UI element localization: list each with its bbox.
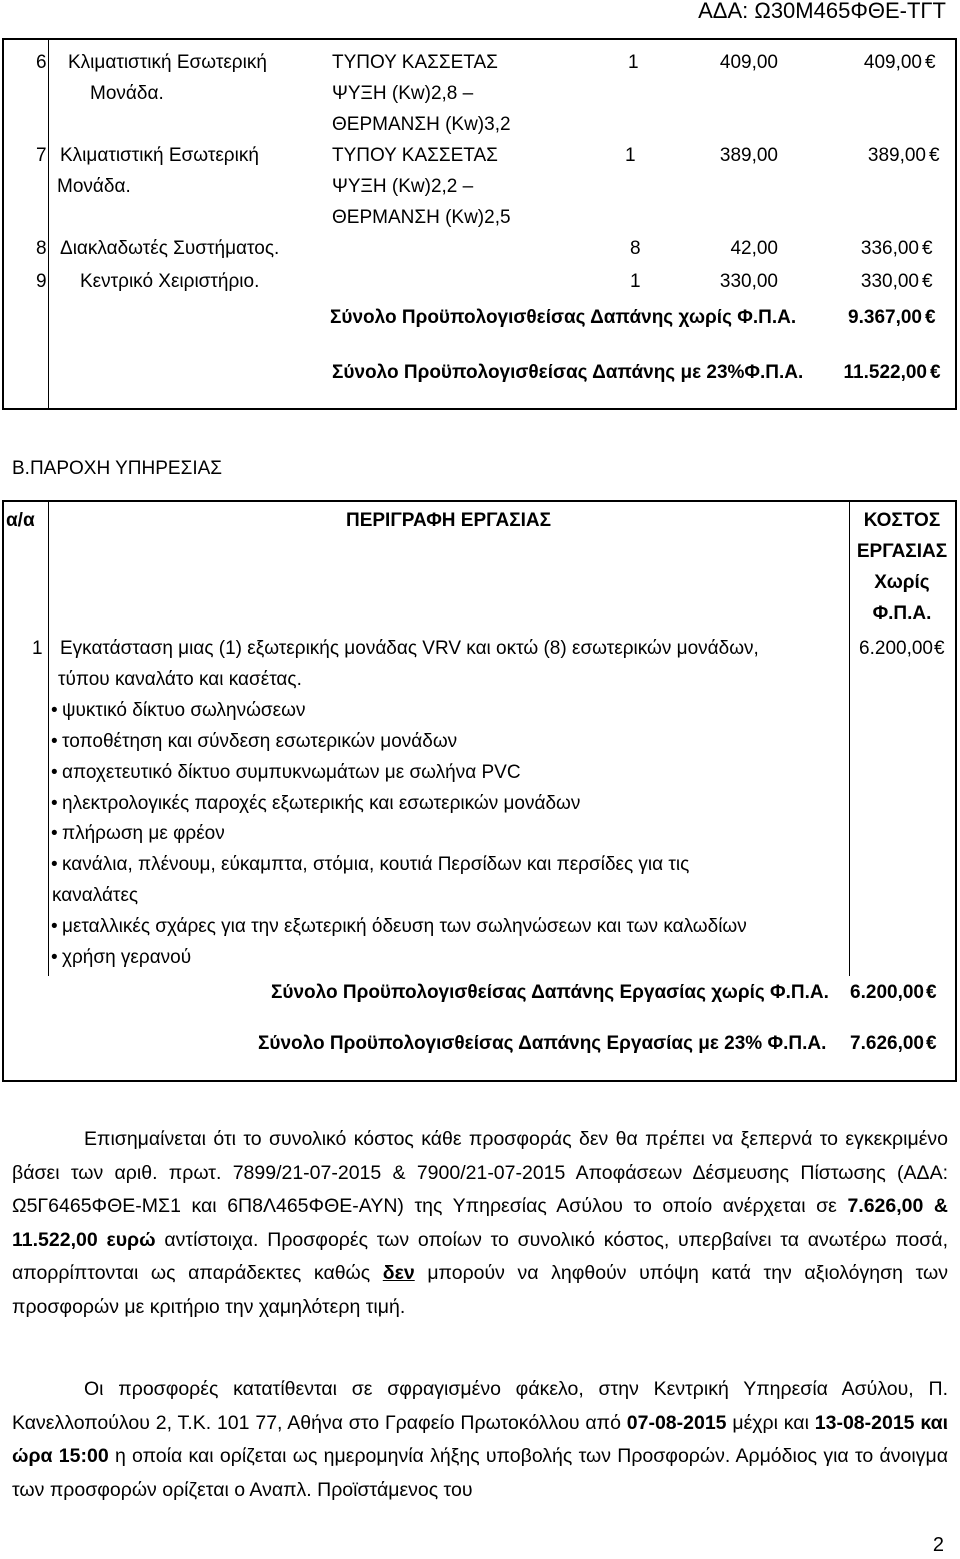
item-name: Μονάδα. <box>90 83 164 104</box>
paragraph-text: Οι προσφορές κατατίθενται σε σφραγισμένο φάκελο, στην Κεντρική Υπηρεσία Ασύλου, Π. Κανελλοπούλου 2, Τ.Κ. 101 77, Αθήνα στο Γραφείο Πρωτοκόλλου από <box>12 1378 948 1434</box>
item-spec: ΘΕΡΜΑΝΣΗ (Kw)2,5 <box>332 207 511 228</box>
paragraph-text: αντίστοιχα. Προσφορές των οποίων το συνολικό κόστος, υπερβαίνει τα ανωτέρω ποσά, απορρίπτονται ως απαράδεκτες καθώς <box>12 1228 948 1284</box>
service-total-label: Σύνολο Προϋπολογισθείσας Δαπάνης Εργασίας με 23% Φ.Π.Α. <box>258 1033 827 1054</box>
list-item: • κανάλια, πλένουμ, εύκαμπτα, στόμια, κουτιά Περσίδων και περσίδες για τις <box>62 849 689 880</box>
service-subtotal-label: Σύνολο Προϋπολογισθείσας Δαπάνης Εργασίας χωρίς Φ.Π.Α. <box>271 982 829 1003</box>
service-description: τύπου καναλάτο και κασέτας. <box>58 669 302 690</box>
row-number: 7 <box>36 145 47 166</box>
col-header-cost: ΚΟΣΤΟΣ <box>863 510 941 531</box>
ada-header: ΑΔΑ: Ω30Μ465ΦΘΕ-ΤΓΤ <box>698 0 946 23</box>
table-col-divider <box>48 38 49 410</box>
equipment-total-label: Σύνολο Προϋπολογισθείσας Δαπάνης με 23%Φ.Π.Α. <box>332 362 804 383</box>
cost-limit-paragraph <box>12 1123 948 1324</box>
table-col-divider <box>48 500 49 976</box>
list-item: • χρήση γερανού <box>62 942 191 973</box>
euro-sign: € <box>922 238 933 259</box>
item-qty: 8 <box>630 238 641 259</box>
item-unit-price: 409,00 <box>719 52 778 73</box>
row-number: 9 <box>36 271 47 292</box>
euro-sign: € <box>926 1033 937 1054</box>
service-total-value: 7.626,00 <box>850 1033 924 1054</box>
date-to: 13-08-2015 και ώρα 15:00 <box>12 1411 948 1467</box>
item-name: Κλιματιστική Εσωτερική <box>68 52 267 73</box>
item-unit-price: 389,00 <box>719 145 778 166</box>
euro-sign: € <box>929 145 940 166</box>
item-unit-price: 42,00 <box>730 238 778 259</box>
list-item: • μεταλλικές σχάρες για την εξωτερική όδευση των σωληνώσεων και των καλωδίων <box>62 911 747 942</box>
list-item: • αποχετευτικό δίκτυο συμπυκνωμάτων με σωλήνα PVC <box>62 757 521 788</box>
service-cost: 6.200,00 <box>859 638 933 659</box>
euro-sign: € <box>930 362 941 383</box>
submission-paragraph <box>12 1373 948 1507</box>
col-header-cost: Χωρίς <box>874 572 930 593</box>
euro-sign: € <box>925 52 936 73</box>
list-item: • ηλεκτρολογικές παροχές εξωτερικής και εσωτερικών μονάδων <box>62 788 580 819</box>
euro-sign: € <box>922 271 933 292</box>
item-total: 336,00 <box>860 238 919 259</box>
item-spec: ΤΥΠΟΥ ΚΑΣΣΕΤΑΣ <box>332 145 498 166</box>
euro-sign: € <box>925 307 936 328</box>
list-item: • τοποθέτηση και σύνδεση εσωτερικών μονάδων <box>62 726 457 757</box>
item-unit-price: 330,00 <box>719 271 778 292</box>
euro-sign: € <box>926 982 937 1003</box>
paragraph-text: η οποία και ορίζεται ως ημερομηνία λήξης υποβολής των Προσφορών. Αρμόδιος για το άνοιγμα των προσφορών ορίζεται ο Αναπλ. Προϊστάμενος του <box>12 1445 948 1501</box>
item-total: 330,00 <box>860 271 919 292</box>
paragraph-text: μέχρι και <box>726 1411 815 1434</box>
paragraph-text: μπορούν να ληφθούν υπόψη κατά την αξιολόγηση των προσφορών με κριτήριο την χαμηλότερη τιμή. <box>12 1262 948 1318</box>
euro-sign: € <box>934 638 945 659</box>
item-spec: ΨΥΞΗ (Kw)2,8 – <box>332 83 474 104</box>
row-number: 8 <box>36 238 47 259</box>
list-item: • ψυκτικό δίκτυο σωληνώσεων <box>62 695 305 726</box>
equipment-total-value: 11.522,00 <box>843 362 927 383</box>
item-total: 389,00 <box>867 145 926 166</box>
item-qty: 1 <box>625 145 636 166</box>
item-name: Κλιματιστική Εσωτερική <box>60 145 259 166</box>
list-item: • πλήρωση με φρέον <box>62 818 225 849</box>
item-spec: ΘΕΡΜΑΝΣΗ (Kw)3,2 <box>332 114 511 135</box>
negation-emphasis: δεν <box>382 1262 415 1284</box>
item-qty: 1 <box>630 271 641 292</box>
item-name: Μονάδα. <box>57 176 131 197</box>
item-name: Κεντρικό Χειριστήριο. <box>80 271 260 292</box>
date-from: 07-08-2015 <box>626 1411 727 1434</box>
item-qty: 1 <box>628 52 639 73</box>
item-total: 409,00 <box>863 52 922 73</box>
col-header-number: α/α <box>6 510 35 531</box>
col-header-cost: Φ.Π.Α. <box>872 603 932 624</box>
item-spec: ΤΥΠΟΥ ΚΑΣΣΕΤΑΣ <box>332 52 498 73</box>
service-subtotal-value: 6.200,00 <box>850 982 924 1003</box>
equipment-subtotal-label: Σύνολο Προϋπολογισθείσας Δαπάνης χωρίς Φ.Π.Α. <box>330 307 797 328</box>
list-item-continuation: καναλάτες <box>52 885 139 906</box>
item-spec: ΨΥΞΗ (Kw)2,2 – <box>332 176 474 197</box>
paragraph-text: Επισημαίνεται ότι το συνολικό κόστος κάθε προσφοράς δεν θα πρέπει να ξεπερνά το εγκεκριμένο βάσει των αριθ. πρωτ. 7899/21-07-2015 & 7900/21-07-2015 Αποφάσεων Δέσμευσης Πίστωσης (ΑΔΑ: Ω5Γ6465ΦΘΕ-ΜΣ1 και 6Π8Λ465ΦΘΕ-ΑΥΝ) της Υπηρεσίας Ασύλου το οποίο ανέρχεται σε <box>12 1128 948 1217</box>
section-heading: Β.ΠΑΡΟΧΗ ΥΠΗΡΕΣΙΑΣ <box>12 458 223 479</box>
row-number: 6 <box>36 52 47 73</box>
col-header-description: ΠΕΡΙΓΡΑΦΗ ΕΡΓΑΣΙΑΣ <box>345 510 552 531</box>
item-name: Διακλαδωτές Συστήματος. <box>60 238 280 259</box>
amounts-emphasis: 7.626,00 & 11.522,00 ευρώ <box>12 1195 949 1251</box>
page-number: 2 <box>932 1534 944 1556</box>
row-number: 1 <box>32 638 43 659</box>
equipment-subtotal-value: 9.367,00 <box>848 307 922 328</box>
col-header-cost: ΕΡΓΑΣΙΑΣ <box>856 541 948 562</box>
service-description: Εγκατάσταση μιας (1) εξωτερικής μονάδας VRV και οκτώ (8) εσωτερικών μονάδων, <box>60 638 759 659</box>
